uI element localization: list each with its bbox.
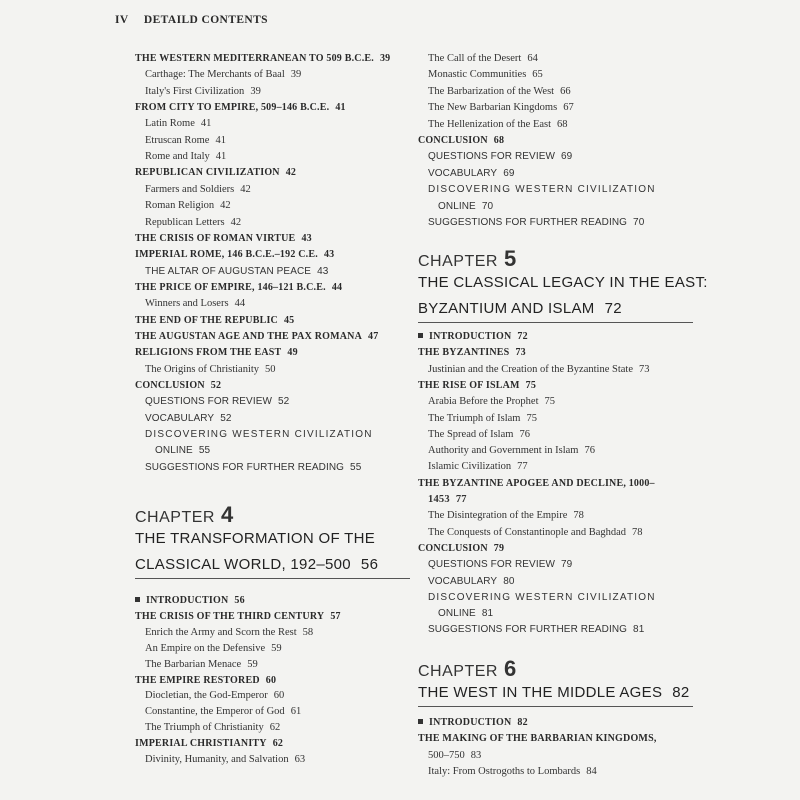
toc-entry-text: THE BYZANTINE APOGEE AND DECLINE, 1000– (418, 477, 655, 489)
toc-entry-text: VOCABULARY (428, 575, 498, 587)
toc-page-number: 62 (272, 738, 284, 750)
toc-page-number: 42 (285, 167, 297, 179)
toc-entry-text: THE RISE OF ISLAM (418, 379, 520, 391)
toc-entry-text: IMPERIAL CHRISTIANITY (135, 738, 267, 750)
toc-subentry (135, 87, 261, 98)
toc-page-number: 49 (287, 347, 298, 359)
toc-page-number: 43 (323, 249, 335, 261)
toc-subentry (418, 397, 555, 408)
toc-subentry (135, 365, 276, 376)
toc-entry-text: Authority and Government in Islam (428, 445, 579, 457)
toc-entry-text: The Disintegration of the Empire (428, 510, 568, 522)
toc-subentry (418, 751, 481, 762)
toc-page-number: 41 (215, 134, 226, 146)
toc-page-number: 69 (503, 167, 515, 179)
toc-page-number: 45 (283, 314, 295, 326)
toc-section-heading (135, 739, 283, 749)
toc-page-number: 69 (561, 151, 573, 163)
toc-subentry (135, 119, 211, 130)
toc-page-number: 75 (544, 396, 556, 408)
toc-subentry (135, 136, 226, 147)
toc-section-heading (135, 168, 296, 178)
toc-page-number: 41 (215, 151, 227, 163)
toc-entry-text: ONLINE (438, 608, 476, 620)
toc-entry-text: The Spread of Islam (428, 428, 514, 440)
chapter-number: 6 (503, 656, 517, 681)
square-bullet-icon (135, 597, 140, 602)
toc-subentry (135, 628, 313, 639)
toc-entry-text: The Triumph of Islam (428, 412, 521, 424)
toc-page-number: 81 (481, 608, 494, 620)
toc-section-heading (135, 250, 334, 260)
toc-entry-text: SUGGESTIONS FOR FURTHER READING (428, 217, 628, 228)
chapter-divider (135, 578, 410, 579)
toc-entry-text: The Hellenization of the East (428, 118, 552, 130)
toc-entry-text: QUESTIONS FOR REVIEW (145, 396, 273, 408)
toc-subentry (418, 169, 515, 179)
toc-page-number: 55 (198, 445, 211, 457)
toc-entry-text: IMPERIAL ROME, 146 B.C.E.–192 C.E. (135, 249, 318, 261)
toc-page-number: 58 (302, 626, 314, 638)
chapter-title-line: THE TRANSFORMATION OF THE (135, 530, 376, 547)
toc-entry-text: Islamic Civilization (428, 461, 512, 473)
toc-entry-text: Monastic Communities (428, 69, 527, 81)
chapter-title (135, 530, 375, 547)
toc-subentry (135, 707, 301, 718)
toc-page-number: 43 (301, 232, 312, 244)
toc-entry-text: Winners and Losers (145, 298, 229, 310)
toc-entry-text: Farmers and Soldiers (145, 183, 235, 195)
toc-entry-text: The Barbarian Menace (145, 658, 242, 670)
toc-subentry (135, 201, 231, 212)
chapter-title (418, 684, 690, 701)
toc-entry-text: Justinian and the Creation of the Byzantine State (428, 363, 633, 375)
toc-subentry (418, 430, 530, 441)
toc-page-number: 43 (317, 265, 329, 277)
square-bullet-icon (418, 719, 423, 724)
toc-page-number: 83 (470, 749, 482, 761)
toc-page-number: 77 (517, 461, 528, 473)
chapter-word: CHAPTER (418, 253, 498, 270)
toc-section-heading (135, 103, 346, 113)
toc-entry-text: REPUBLICAN CIVILIZATION (135, 167, 280, 179)
toc-subentry (418, 609, 493, 619)
chapter-number: 4 (220, 502, 234, 527)
toc-page-number: 77 (455, 494, 467, 505)
toc-subentry (418, 577, 515, 587)
toc-entry-text: INTRODUCTION (146, 595, 229, 606)
toc-page-number: 47 (368, 330, 379, 342)
toc-subentry (135, 299, 245, 310)
toc-section-heading (418, 381, 536, 391)
toc-subentry (418, 103, 574, 114)
toc-page-number: 56 (234, 595, 245, 606)
toc-page-number: 79 (493, 542, 505, 554)
toc-page-number: 75 (525, 379, 537, 391)
toc-page-number: 39 (250, 85, 261, 97)
toc-page-number: 82 (517, 717, 528, 728)
toc-subentry (418, 87, 571, 98)
toc-section-heading (135, 381, 221, 391)
toc-section-heading (135, 676, 276, 686)
toc-entry-text: CONCLUSION (418, 542, 488, 554)
toc-subentry (418, 767, 597, 778)
toc-page-number: 79 (561, 559, 573, 571)
toc-entry-text: SUGGESTIONS FOR FURTHER READING (428, 624, 628, 636)
toc-subentry (135, 723, 280, 734)
toc-entry-text: DISCOVERING WESTERN CIVILIZATION (428, 591, 656, 603)
toc-subentry (418, 511, 584, 522)
toc-entry-text: THE ALTAR OF AUGUSTAN PEACE (145, 265, 312, 277)
chapter-label (418, 656, 517, 682)
toc-section-heading (418, 332, 528, 342)
toc-entry-text: INTRODUCTION (429, 331, 512, 342)
toc-entry-text: DISCOVERING WESTERN CIVILIZATION (145, 429, 373, 441)
toc-subentry (418, 70, 543, 81)
toc-entry-text: Rome and Italy (145, 151, 210, 163)
chapter-page-number: 72 (604, 300, 622, 317)
toc-section-heading (418, 544, 504, 554)
chapter-divider (418, 706, 693, 707)
toc-entry-text: Arabia Before the Prophet (428, 396, 539, 408)
chapter-title-line: THE WEST IN THE MIDDLE AGES (418, 684, 663, 701)
toc-page-number: 52 (220, 412, 232, 424)
toc-page-number: 68 (493, 135, 505, 146)
toc-entry-text: ONLINE (438, 200, 476, 212)
toc-subentry (418, 152, 572, 162)
toc-subentry (135, 446, 210, 456)
toc-page-number: 72 (517, 331, 528, 342)
toc-page-number: 78 (632, 526, 643, 538)
chapter-title-line: THE CLASSICAL LEGACY IN THE EAST: (418, 274, 708, 291)
toc-page-number: 42 (230, 216, 242, 228)
toc-subentry (135, 267, 328, 277)
toc-section-heading (418, 734, 657, 744)
toc-section-heading (135, 283, 342, 293)
toc-subentry (418, 528, 643, 539)
toc-subentry (135, 691, 284, 702)
toc-page-number: 78 (573, 510, 584, 522)
toc-subentry (135, 185, 251, 196)
chapter-divider (418, 322, 693, 323)
toc-entry-text: THE END OF THE REPUBLIC (135, 314, 278, 326)
toc-entry-text: The Conquests of Constantinople and Baghdad (428, 526, 627, 538)
toc-section-heading (418, 479, 655, 489)
chapter-title (418, 274, 708, 291)
toc-entry-text: THE WESTERN MEDITERRANEAN TO 509 B.C.E. (135, 53, 374, 64)
chapter-label (418, 246, 517, 272)
running-header (115, 14, 268, 26)
toc-page-number: 75 (526, 412, 537, 424)
toc-entry-text: Divinity, Humanity, and Salvation (145, 754, 289, 765)
toc-subentry (135, 755, 305, 766)
toc-section-heading (418, 718, 528, 728)
toc-subentry (418, 120, 568, 131)
toc-page-number: 80 (503, 575, 515, 587)
chapter-title-line: CLASSICAL WORLD, 192–500 (135, 556, 351, 573)
toc-subentry (418, 365, 650, 376)
toc-subentry (418, 414, 537, 425)
toc-page-number: 70 (633, 217, 645, 228)
chapter-page-number: 82 (672, 684, 690, 701)
toc-entry-text: THE EMPIRE RESTORED (135, 674, 260, 686)
toc-section-heading (135, 596, 245, 606)
chapter-title (418, 300, 622, 317)
toc-page-number: 76 (584, 445, 595, 457)
toc-subentry (418, 185, 656, 195)
toc-entry-text: FROM CITY TO EMPIRE, 509–146 B.C.E. (135, 102, 330, 114)
toc-page-number: 60 (265, 674, 277, 686)
toc-section-heading (418, 348, 526, 358)
chapter-label (135, 502, 234, 528)
toc-subentry (135, 397, 289, 407)
toc-section-heading (135, 612, 341, 622)
toc-subentry (135, 70, 301, 81)
toc-section-heading (135, 316, 294, 326)
toc-entry-text: CONCLUSION (135, 380, 205, 391)
toc-subentry (135, 660, 258, 671)
toc-subentry (418, 202, 493, 212)
toc-page-number: 55 (350, 461, 362, 473)
chapter-number: 5 (503, 246, 517, 271)
toc-entry-text: An Empire on the Defensive (145, 642, 266, 654)
toc-entry-text: RELIGIONS FROM THE EAST (135, 347, 282, 359)
toc-subentry (135, 430, 373, 440)
toc-entry-text: THE PRICE OF EMPIRE, 146–121 B.C.E. (135, 281, 326, 293)
toc-page-number: 81 (633, 624, 645, 636)
toc-page-number: 39 (290, 69, 302, 81)
toc-entry-text: THE BYZANTINES (418, 347, 510, 359)
toc-entry-text: Constantine, the Emperor of God (145, 706, 285, 718)
toc-subentry (418, 218, 644, 228)
toc-page-number: 73 (515, 347, 526, 359)
toc-subentry (418, 54, 538, 65)
toc-section-heading (135, 348, 298, 358)
toc-page-number: 42 (220, 200, 231, 212)
toc-entry-text: INTRODUCTION (429, 717, 512, 728)
toc-page-number: 59 (247, 658, 258, 670)
toc-page-number: 64 (527, 53, 538, 64)
chapter-page-number: 56 (360, 556, 379, 573)
toc-section-heading (135, 234, 312, 244)
toc-entry-text: Carthage: The Merchants of Baal (145, 69, 285, 81)
toc-entry-text: Diocletian, the God-Emperor (145, 690, 268, 702)
toc-entry-text: QUESTIONS FOR REVIEW (428, 559, 556, 571)
toc-page-number: 41 (335, 102, 346, 114)
toc-page-number: 60 (273, 690, 285, 702)
toc-subentry (418, 625, 644, 635)
toc-entry-text: Etruscan Rome (145, 134, 210, 146)
toc-page-number: 62 (269, 722, 281, 734)
toc-subentry (418, 593, 656, 603)
toc-entry-text: Italy: From Ostrogoths to Lombards (428, 765, 581, 777)
toc-subentry (135, 644, 282, 655)
toc-entry-text: DISCOVERING WESTERN CIVILIZATION (428, 184, 656, 196)
toc-entry-text: The Triumph of Christianity (145, 722, 264, 734)
toc-page-number: 65 (532, 69, 543, 81)
toc-entry-text: The Origins of Christianity (145, 363, 260, 375)
toc-subentry (135, 463, 361, 473)
toc-section-heading (418, 136, 504, 146)
toc-subentry (135, 414, 232, 424)
toc-subentry (418, 495, 467, 506)
toc-subentry (418, 446, 595, 457)
toc-subentry (418, 462, 528, 473)
toc-page-number: 73 (639, 363, 650, 375)
chapter-word: CHAPTER (418, 663, 498, 680)
toc-page-number: 39 (379, 53, 391, 64)
toc-page-number: 52 (278, 396, 290, 408)
toc-entry-text: THE AUGUSTAN AGE AND THE PAX ROMANA (135, 330, 363, 342)
toc-page-number: 52 (210, 380, 222, 391)
toc-subentry (418, 560, 572, 570)
toc-entry-text: ONLINE (155, 445, 193, 457)
toc-page-number: 50 (265, 363, 276, 375)
toc-entry-text: The Barbarization of the West (428, 85, 555, 97)
toc-entry-text: THE CRISIS OF ROMAN VIRTUE (135, 232, 296, 244)
chapter-word: CHAPTER (135, 509, 215, 526)
toc-page-number: 42 (240, 183, 251, 195)
header-title: DETAILD CONTENTS (143, 14, 268, 26)
toc-entry-text: CONCLUSION (418, 135, 488, 146)
toc-entry-text: Republican Letters (145, 216, 225, 228)
square-bullet-icon (418, 333, 423, 338)
toc-entry-text: QUESTIONS FOR REVIEW (428, 151, 556, 163)
toc-page-number: 76 (519, 428, 530, 440)
toc-entry-text: Enrich the Army and Scorn the Rest (145, 626, 297, 638)
toc-entry-text: SUGGESTIONS FOR FURTHER READING (145, 461, 345, 473)
toc-entry-text: VOCABULARY (145, 412, 215, 424)
toc-page-number: 59 (271, 642, 282, 654)
toc-section-heading (135, 332, 378, 342)
toc-entry-text: 500–750 (428, 749, 465, 761)
toc-page-number: 70 (481, 200, 494, 212)
toc-entry-text: VOCABULARY (428, 167, 498, 179)
toc-page-number: 44 (234, 298, 246, 310)
toc-subentry (135, 218, 241, 229)
toc-page-number: 67 (563, 102, 574, 114)
toc-page-number: 68 (557, 118, 568, 130)
toc-page-number: 44 (331, 281, 343, 293)
toc-section-heading (135, 54, 390, 64)
toc-page-number: 66 (560, 85, 571, 97)
header-page-number: IV (115, 14, 129, 26)
toc-page-number: 41 (200, 118, 212, 130)
toc-entry-text: Latin Rome (145, 118, 195, 130)
toc-page-number: 63 (294, 754, 306, 765)
chapter-title (135, 556, 378, 573)
toc-entry-text: The Call of the Desert (428, 53, 522, 64)
toc-entry-text: THE CRISIS OF THE THIRD CENTURY (135, 610, 325, 622)
chapter-title-line: BYZANTIUM AND ISLAM (418, 300, 595, 317)
toc-page-number: 57 (330, 610, 341, 622)
toc-page-number: 61 (290, 706, 302, 718)
toc-entry-text: The New Barbarian Kingdoms (428, 102, 558, 114)
toc-entry-text: THE MAKING OF THE BARBARIAN KINGDOMS, (418, 733, 657, 745)
toc-page-number: 84 (586, 765, 597, 777)
toc-entry-text: 1453 (428, 494, 450, 505)
toc-entry-text: Italy's First Civilization (145, 85, 245, 97)
toc-entry-text: Roman Religion (145, 200, 215, 212)
toc-subentry (135, 152, 226, 163)
